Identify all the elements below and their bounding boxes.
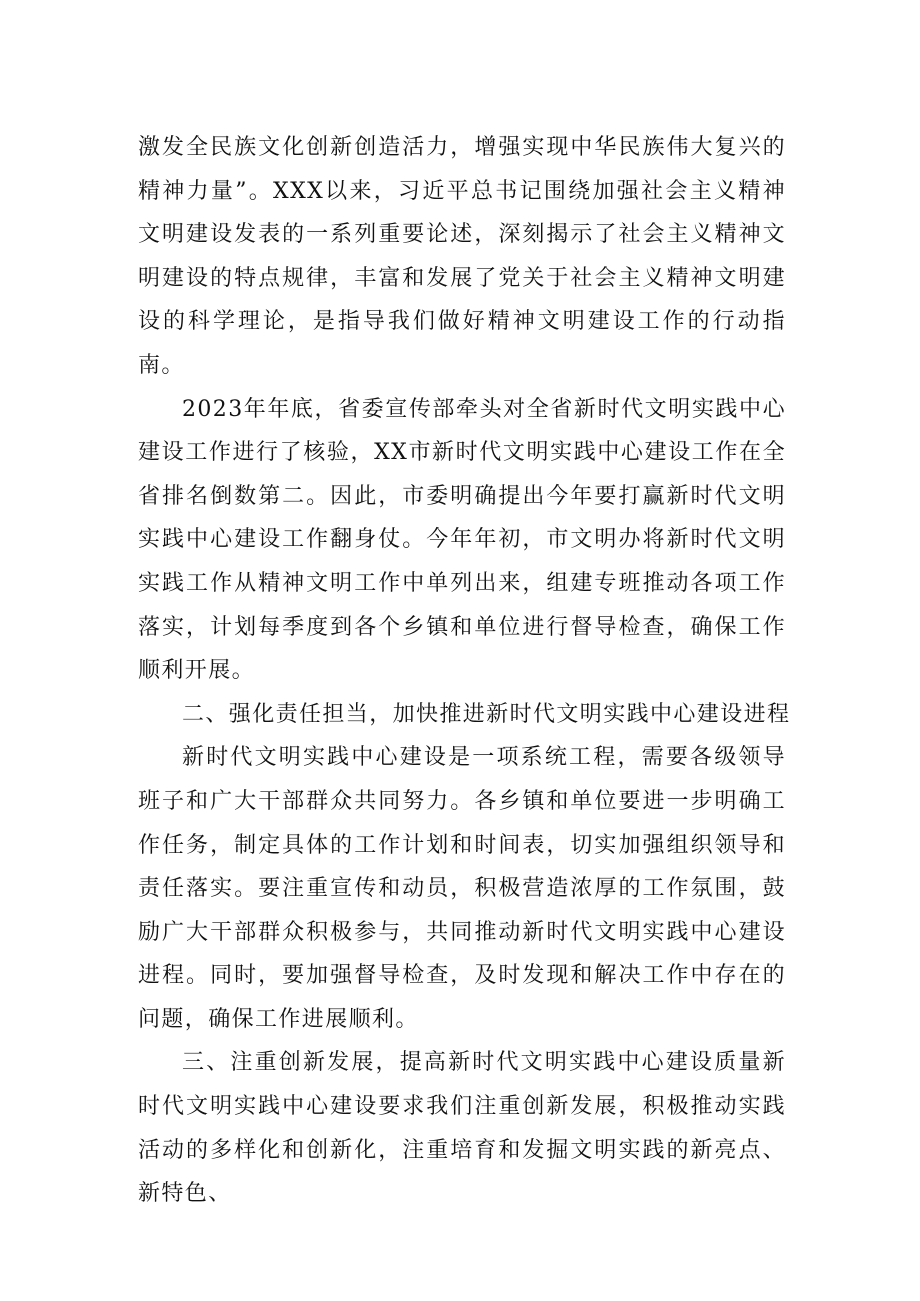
paragraph-continuation: 激发全民族文化创新创造活力，增强实现中华民族伟大复兴的精神力量”。XXX以来，习近平总书记围绕加强社会主义精神文明建设发表的一系列重要论述，深刻揭示了社会主义精神文明建设的特点规律，丰富和发展了党关于社会主义精神文明建设的科学理论，是指导我们做好精神文明建设工作的行动指南。 <box>138 135 786 378</box>
paragraph-2023-verification: 2023年年底，省委宣传部牵头对全省新时代文明实践中心建设工作进行了核验，XX市新时代文明实践中心建设工作在全省排名倒数第二。因此，市委明确提出今年要打赢新时代文明实践中心建设工作翻身仗。今年年初，市文明办将新时代文明实践工作从精神文明工作中单列出来，组建专班推动各项工作落实，计划每季度到各个乡镇和单位进行督导检查，确保工作顺利开展。 <box>138 396 786 684</box>
paragraph-system-engineering: 新时代文明实践中心建设是一项系统工程，需要各级领导班子和广大干部群众共同努力。各乡镇和单位要进一步明确工作任务，制定具体的工作计划和时间表，切实加强组织领导和责任落实。要注重宣传和动员，积极营造浓厚的工作氛围，鼓励广大干部群众积极参与，共同推动新时代文明实践中心建设进程。同时，要加强督导检查，及时发现和解决工作中存在的问题，确保工作进展顺利。 <box>138 745 786 1032</box>
section-heading-2: 二、强化责任担当，加快推进新时代文明实践中心建设进程 <box>182 701 791 727</box>
document-body <box>138 126 791 1216</box>
paragraph-section-3-innovation: 三、注重创新发展，提高新时代文明实践中心建设质量新时代文明实践中心建设要求我们注重创新发展，积极推动实践活动的多样化和创新化，注重培育和发掘文明实践的新亮点、新特色、 <box>138 1050 786 1207</box>
